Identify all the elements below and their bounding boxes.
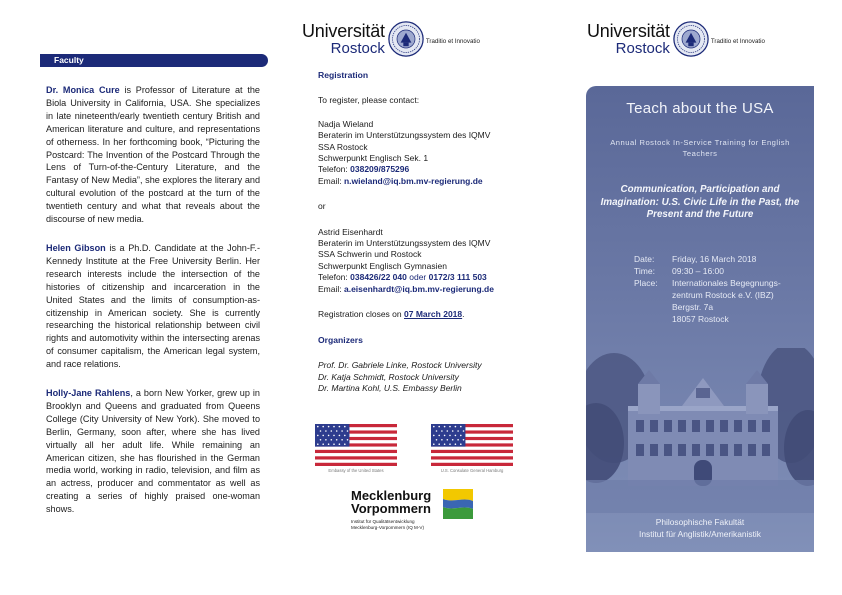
bio-helen-gibson [46,242,260,371]
cover-title: Teach about the USA [626,100,774,117]
event-details [634,253,781,325]
registration-heading: Registration [318,70,369,80]
bio-text: , a born New Yorker, grew up in Brooklyn and Queens and graduated from Queens College (City University of New York). She moved to Berlin, Germany, soon after, where she has lived virtually all her adult life. While remaining an American citizen, she has flourished in the German media world, working in radio, television, and film as an actress, producer and commentator as well as creating a series of highly praised one-woman shows. [46,388,260,515]
contact-role: Beraterin im Unterstützungssystem des IQMV [318,130,491,141]
organizer-item: Prof. Dr. Gabriele Linke, Rostock University [318,359,482,370]
bio-name: Dr. Monica Cure [46,85,120,95]
organizers-list [318,360,578,395]
university-logo-cover [587,21,765,57]
us-flag-icon [431,424,513,466]
mv-landscape-icon [443,489,473,519]
contact-name: Nadja Wieland [318,118,374,129]
logo-city: Rostock [330,40,385,57]
faculty-heading: Faculty [40,54,268,67]
event-time: Time: 09:30 – 16:00 [634,266,724,276]
mv-small2: Mecklenburg-Vorpommern (IQ M-V) [351,525,425,530]
bio-holly-jane-rahlens [46,387,260,516]
contact-email: Email: n.wieland@iq.bm.mv-regierung.de [318,175,483,186]
event-place: Place: Internationales Begegnungs- zentrum Rostock e.V. (IBZ) Bergstr. 7a 18057 Rostock [634,278,781,324]
cover-panel [586,86,814,552]
contact-phone: Telefon: 038426/22 040 oder 0172/3 111 503 [318,272,487,283]
university-building-image [586,348,814,513]
cover-theme: Communication, Participation and Imagination: U.S. Civic Life in the Past, the Present and the Future [600,184,800,220]
registration-deadline: Registration closes on 07 March 2018. [318,309,465,320]
faculty-panel [40,54,268,516]
bio-name: Holly-Jane Rahlens [46,388,131,399]
bio-monica-cure [46,84,260,226]
email-link[interactable]: n.wieland@iq.bm.mv-regierung.de [343,175,483,186]
logo-motto: Traditio et Innovatio [425,37,480,45]
contact-nadja-wieland [318,119,578,187]
registration-section [318,70,578,395]
registration-intro: To register, please contact: [318,95,420,106]
contact-phone: Telefon: 038209/875296 [318,164,410,175]
or-separator: or [318,201,326,212]
organizers-heading: Organizers [318,334,363,345]
faculty-name: Philosophische Fakultät [655,517,745,527]
contact-role: Beraterin im Unterstützungssystem des IQMV [318,238,491,249]
faculty-footer [586,517,814,540]
bio-text: is Professor of Literature at the Biola University in California, USA. She specializes in late nineteenth/early twentieth century British and American literature and culture, and representations of otherness. In her forthcoming book, “Picturing the Postcard: The Invention of the Postcard Through the Lens of Turn-of-the-Century Literature, and the Fantasy of New Media”, she explores the literary and cultural evolution of the postcard at the turn of the twentieth century and what that reveals about the discourse of new media. [46,85,260,225]
contact-email: Email: a.eisenhardt@iq.bm.mv-regierung.de [318,283,494,294]
mecklenburg-vorpommern-logo [351,489,491,531]
cover-subtitle: Annual Rostock In-Service Training for English Teachers [610,138,790,158]
embassy-flag [315,424,397,473]
organizer-item: Dr. Martina Kohl, U.S. Embassy Berlin [318,383,462,394]
consulate-flag [431,424,513,473]
logo-motto: Traditio et Innovatio [710,37,765,45]
email-link[interactable]: a.eisenhardt@iq.bm.mv-regierung.de [343,283,494,294]
flag-caption: Embassy of the United States [328,468,384,473]
contact-name: Astrid Eisenhardt [318,226,383,237]
logo-university: Universität [302,21,385,41]
contact-astrid-eisenhardt [318,227,578,295]
mv-small1: Institut für Qualitätsentwicklung [351,519,415,524]
contact-focus: Schwerpunkt Englisch Sek. 1 [318,153,429,164]
contact-focus: Schwerpunkt Englisch Gymnasien [318,260,447,271]
logo-city: Rostock [615,40,670,57]
university-seal-icon [388,21,424,57]
bio-text: is a Ph.D. Candidate at the John-F.-Kennedy Institute at the Free University Berlin. Her research interests include the intersection of the histories of citizenship and incarceration in the United States and the limits of consumption-as-citizenship in American society. She is currently researching the historical relationship between civil rights and automotivity within the intersecting arenas of consumer capitalism, the American legal system, and race relations. [46,242,260,370]
contact-org: SSA Schwerin und Rostock [318,249,422,260]
bio-name: Helen Gibson [46,242,106,253]
organizer-item: Dr. Katja Schmidt, Rostock University [318,371,459,382]
contact-org: SSA Rostock [318,141,368,152]
logo-university: Universität [587,21,670,41]
mv-line2: Vorpommern [351,501,431,516]
flag-caption: U.S. Consulate General Hamburg [440,468,504,473]
university-logo [302,21,480,57]
mv-line1: Mecklenburg [351,488,432,503]
university-seal-icon [673,21,709,57]
event-date: Date: Friday, 16 March 2018 [634,254,757,264]
institute-name: Institut für Anglistik/Amerikanistik [639,528,761,539]
us-flag-icon [315,424,397,466]
